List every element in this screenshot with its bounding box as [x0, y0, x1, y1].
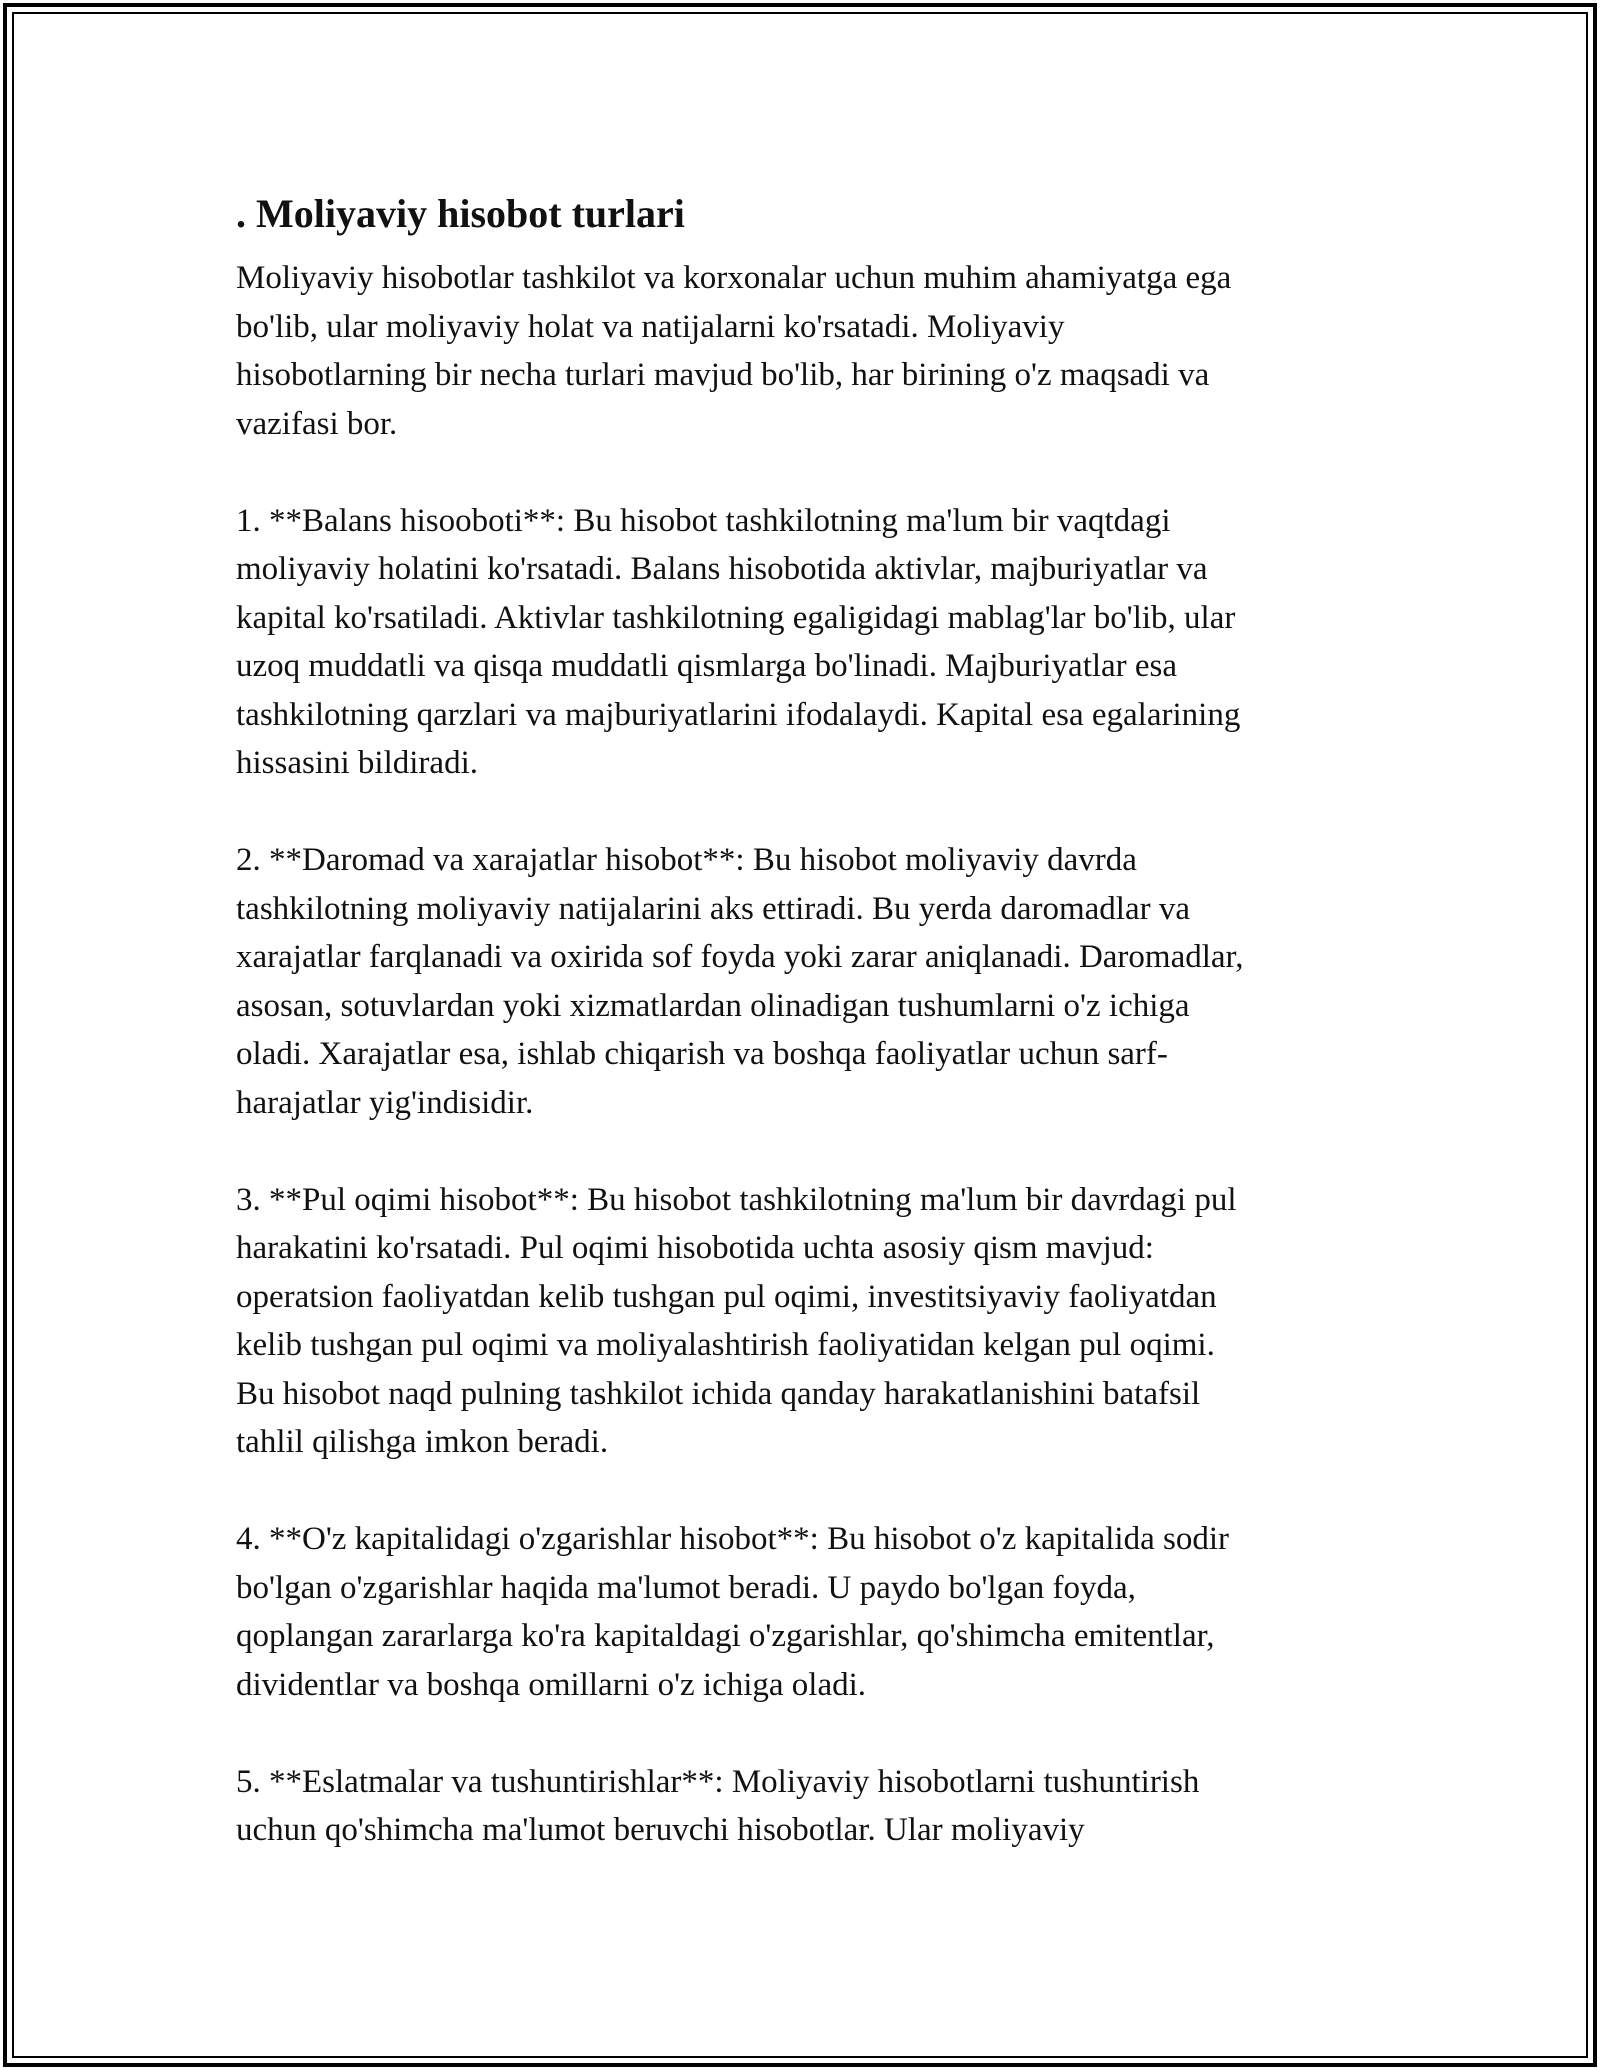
- paragraph-balance-sheet: [236, 497, 1366, 788]
- paragraph-income-statement: [236, 836, 1366, 1127]
- text-line: moliyaviy holatini ko'rsatadi. Balans hisobotida aktivlar, majburiyatlar va: [236, 551, 1208, 587]
- text-line: bo'lib, ular moliyaviy holat va natijalarni ko'rsatadi. Moliyaviy: [236, 308, 1065, 345]
- text-line: uzoq muddatli va qisqa muddatli qismlarga bo'linadi. Majburiyatlar esa: [236, 648, 1178, 684]
- text-line: harakatini ko'rsatadi. Pul oqimi hisobotida uchta asosiy qism mavjud:: [236, 1230, 1154, 1266]
- document-body: [236, 186, 1366, 1903]
- text-line: hissasini bildiradi.: [236, 745, 478, 781]
- text-line: kelib tushgan pul oqimi va moliyalashtirish faoliyatidan kelgan pul oqimi.: [236, 1327, 1215, 1363]
- text-line: asosan, sotuvlardan yoki xizmatlardan olinadigan tushumlarni o'z ichiga: [236, 987, 1190, 1024]
- text-line: qoplangan zararlarga ko'ra kapitaldagi o'zgarishlar, qo'shimcha emitentlar,: [236, 1618, 1215, 1654]
- text-line: oladi. Xarajatlar esa, ishlab chiqarish va boshqa faoliyatlar uchun sarf-: [236, 1036, 1168, 1072]
- text-line: tashkilotning moliyaviy natijalarini aks ettiradi. Bu yerda daromadlar va: [236, 890, 1190, 927]
- text-line: 2. **Daromad va xarajatlar hisobot**: Bu hisobot moliyaviy davrda: [236, 842, 1137, 878]
- text-line: 4. **O'z kapitalidagi o'zgarishlar hisobot**: Bu hisobot o'z kapitalida sodir: [236, 1521, 1229, 1557]
- text-line: Bu hisobot naqd pulning tashkilot ichida qanday harakatlanishini batafsil: [236, 1375, 1201, 1412]
- text-line: 3. **Pul oqimi hisobot**: Bu hisobot tashkilotning ma'lum bir davrdagi pul: [236, 1181, 1237, 1218]
- text-line: operatsion faoliyatdan kelib tushgan pul oqimi, investitsiyaviy faoliyatdan: [236, 1278, 1217, 1315]
- text-line: tashkilotning qarzlari va majburiyatlarini ifodalaydi. Kapital esa egalarining: [236, 696, 1241, 733]
- text-line: 5. **Eslatmalar va tushuntirishlar**: Moliyaviy hisobotlarni tushuntirish: [236, 1763, 1200, 1800]
- text-line: vazifasi bor.: [236, 405, 398, 442]
- text-line: tahlil qilishga imkon beradi.: [236, 1424, 609, 1460]
- text-line: uchun qo'shimcha ma'lumot beruvchi hisobotlar. Ular moliyaviy: [236, 1812, 1085, 1848]
- document-title: . Moliyaviy hisobot turlari: [236, 191, 685, 236]
- text-line: 1. **Balans hisooboti**: Bu hisobot tashkilotning ma'lum bir vaqtdagi: [236, 502, 1171, 539]
- paragraph-notes: [236, 1758, 1366, 1855]
- text-line: hisobotlarning bir necha turlari mavjud bo'lib, har birining o'z maqsadi va: [236, 357, 1210, 393]
- text-line: Moliyaviy hisobotlar tashkilot va korxonalar uchun muhim ahamiyatga ega: [236, 260, 1232, 296]
- paragraph-equity-changes: [236, 1515, 1366, 1709]
- text-line: xarajatlar farqlanadi va oxirida sof foyda yoki zarar aniqlanadi. Daromadlar,: [236, 939, 1244, 975]
- paragraph-cash-flow: [236, 1176, 1366, 1467]
- text-line: dividentlar va boshqa omillarni o'z ichiga oladi.: [236, 1666, 867, 1703]
- text-line: kapital ko'rsatiladi. Aktivlar tashkilotning egaligidagi mablag'lar bo'lib, ular: [236, 599, 1236, 636]
- text-line: bo'lgan o'zgarishlar haqida ma'lumot beradi. U paydo bo'lgan foyda,: [236, 1569, 1136, 1606]
- text-line: harajatlar yig'indisidir.: [236, 1084, 534, 1121]
- paragraph-intro: [236, 254, 1366, 448]
